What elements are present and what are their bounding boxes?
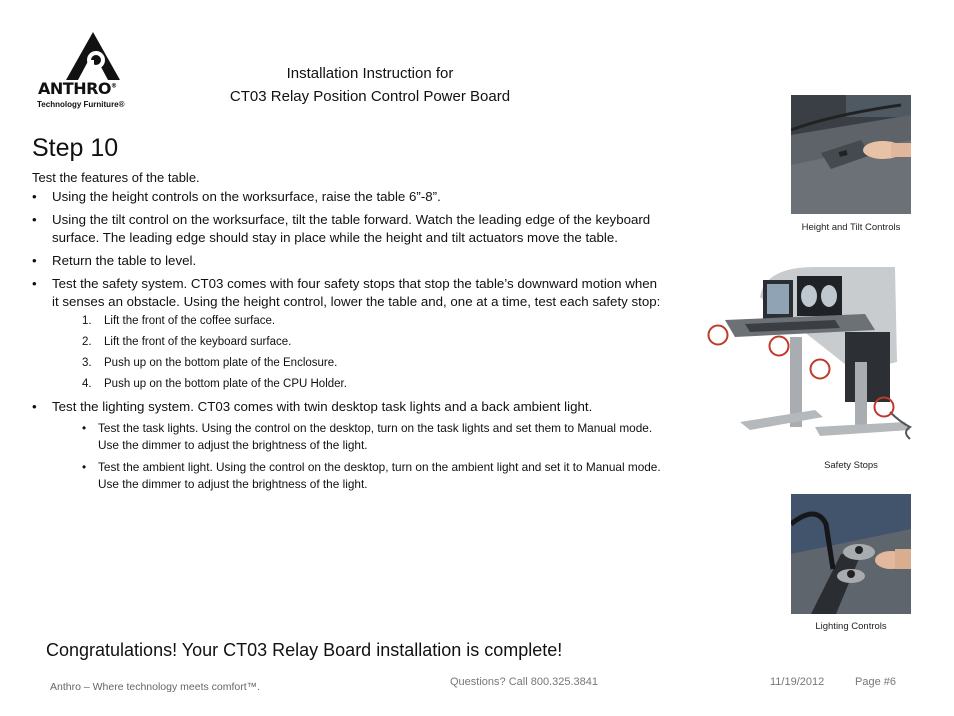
height-tilt-image [791,95,911,214]
title-line-1: Installation Instruction for [286,65,454,82]
lighting-controls-image [791,494,911,614]
caption-safety: Safety Stops [824,460,878,471]
logo-tagline: Technology Furniture® [37,100,125,109]
caption-lighting: Lighting Controls [815,621,887,632]
instruction-item: • Using the tilt control on the worksurface, tilt the table forward. Watch the leading edge of the keyboard surface. The leading edge should stay in place while the height and tilt actuators move the table. [32,211,662,247]
safety-step: 4. Push up on the bottom plate of the CPU Holder. [82,378,347,390]
anthro-logo-icon [58,30,128,82]
safety-step: 3. Push up on the bottom plate of the Enclosure. [82,357,338,369]
instruction-list [32,188,662,498]
caption-height-tilt: Height and Tilt Controls [801,222,901,233]
height-tilt-photo [791,95,911,214]
footer-date: 11/19/2012 [770,676,825,688]
instruction-item-safety [32,275,662,392]
safety-stop-marker-icon [811,360,830,379]
safety-steps-list [52,314,662,392]
intro-text: Test the features of the table. [32,170,200,185]
logo-wordmark: ANTHRO® [38,79,117,98]
lighting-controls-photo [791,494,911,614]
footer-questions: Questions? Call 800.325.3841 [450,676,598,688]
instruction-item: • Return the table to level. [32,252,662,270]
safety-stop-marker-icon [770,337,789,356]
document-title [180,62,560,108]
safety-stop-marker-icon [709,326,728,345]
lighting-step: • Test the ambient light. Using the control on the desktop, turn on the ambient light and set it to Manual mode. Use the dimmer to adjust the brightness of the light. [52,459,662,492]
safety-stop-marker-icon [875,398,894,417]
safety-step: 1. Lift the front of the coffee surface. [82,315,276,327]
title-line-2: CT03 Relay Position Control Power Board [229,88,511,105]
page-number: Page #6 [855,676,896,688]
congratulations-message: Congratulations! Your CT03 Relay Board installation is complete! [46,640,563,660]
instruction-item: • Using the height controls on the worksurface, raise the table 6”-8”. [32,188,662,206]
lighting-step: • Test the task lights. Using the control on the desktop, turn on the task lights and set them to Manual mode. Use the dimmer to adjust the brightness of the light. [52,420,662,453]
safety-stop-markers [705,262,915,452]
instruction-text: Test the safety system. CT03 comes with four safety stops that stop the table’s downward motion when it senses an obstacle. Using the height control, lower the table and, one at a time, test each safety stop: [52,276,661,309]
safety-step: 2. Lift the front of the keyboard surface. [82,336,292,348]
footer-tagline: Anthro – Where technology meets comfort™. [50,681,261,693]
anthro-logo [28,30,148,120]
safety-stops-photo [705,262,915,452]
lighting-steps-list [52,420,662,492]
step-heading: Step 10 [32,134,119,162]
instruction-item-lighting [32,398,662,492]
instruction-text: Test the lighting system. CT03 comes with twin desktop task lights and a back ambient light. [52,399,593,414]
